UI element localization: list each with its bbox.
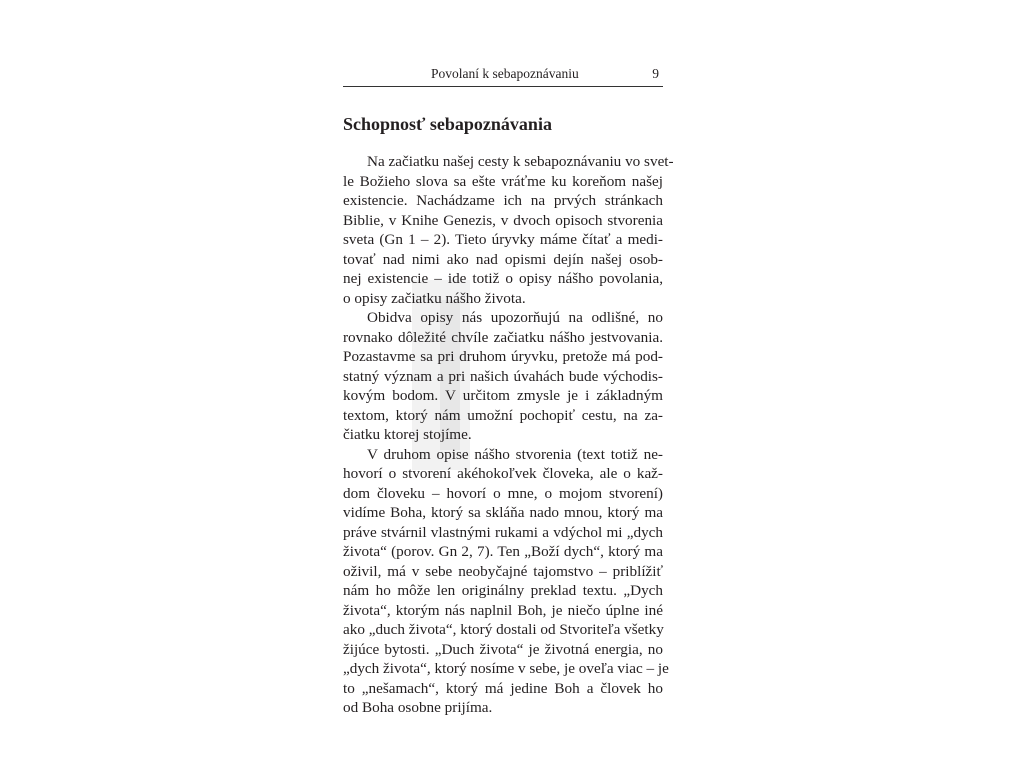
text-line: žijúce bytosti. „Duch života“ je životná energia, no — [343, 640, 663, 658]
text-line: hovorí o stvorení akéhokoľvek človeka, ale o kaž- — [343, 465, 663, 482]
text-line: dom človeku – hovorí o mne, o mojom stvorení) — [343, 484, 663, 502]
text-line: Na začiatku našej cesty k sebapoznávaniu vo svet- — [367, 153, 674, 170]
text-line: to „nešamach“, ktorý má jedine Boh a človek ho — [343, 679, 663, 697]
text-line: „dych života“, ktorý nosíme v sebe, je oveľa viac – je — [343, 660, 669, 677]
running-header — [343, 64, 663, 87]
text-line: le Božieho slova sa ešte vráťme ku koreňom našej — [343, 172, 663, 190]
text-line: Pozastavme sa pri druhom úryvku, pretože má pod- — [343, 348, 663, 365]
body-text — [343, 152, 674, 718]
text-line: vidíme Boha, ktorý sa skláňa nado mnou, ktorý ma — [343, 504, 663, 521]
text-line: o opisy začiatku nášho života. — [343, 289, 526, 307]
text-line: Biblie, v Knihe Genezis, v dvoch opisoch stvorenia — [343, 211, 663, 229]
text-line: života“, ktorým nás naplnil Boh, je niečo úplne iné — [343, 601, 663, 619]
text-line: tovať nad nimi ako nad opismi dejín našej osob- — [343, 250, 663, 268]
text-line: textom, ktorý nám umožní pochopiť cestu, na za- — [343, 406, 663, 424]
text-line: sveta (Gn 1 – 2). Tieto úryvky máme čítať a medi- — [343, 231, 663, 248]
text-line: čiatku ktorej stojíme. — [343, 426, 472, 443]
text-line: existencie. Nachádzame ich na prvých stránkach — [343, 192, 663, 209]
text-line: ako „duch života“, ktorý dostali od Stvoriteľa všetky — [343, 621, 664, 638]
section-heading: Schopnosť sebapoznávania — [343, 114, 552, 134]
page-number: 9 — [652, 66, 659, 81]
text-line: oživil, má v sebe neobyčajné tajomstvo – priblížiť — [343, 562, 663, 580]
text-line: statný význam a pri našich úvahách bude východis- — [343, 367, 663, 385]
text-line: kovým bodom. V určitom zmysle je i základným — [343, 387, 663, 404]
text-line: Obidva opisy nás upozorňujú na odlišné, no — [367, 309, 663, 326]
text-line: nej existencie – ide totiž o opisy nášho povolania, — [343, 270, 663, 287]
text-line: nám ho môže len originálny preklad textu. „Dych — [343, 582, 663, 599]
text-line: V druhom opise nášho stvorenia (text totiž ne- — [367, 445, 663, 463]
text-line: rovnako dôležité chvíle začiatku nášho jestvovania. — [343, 328, 663, 346]
text-line: práve stvárnil vlastnými rukami a vdýchol mi „dych — [343, 523, 663, 541]
text-line: od Boha osobne prijíma. — [343, 699, 493, 716]
text-line: života“ (porov. Gn 2, 7). Ten „Boží dych“, ktorý ma — [343, 543, 663, 560]
running-header-title: Povolaní k sebapoznávaniu — [431, 66, 579, 81]
